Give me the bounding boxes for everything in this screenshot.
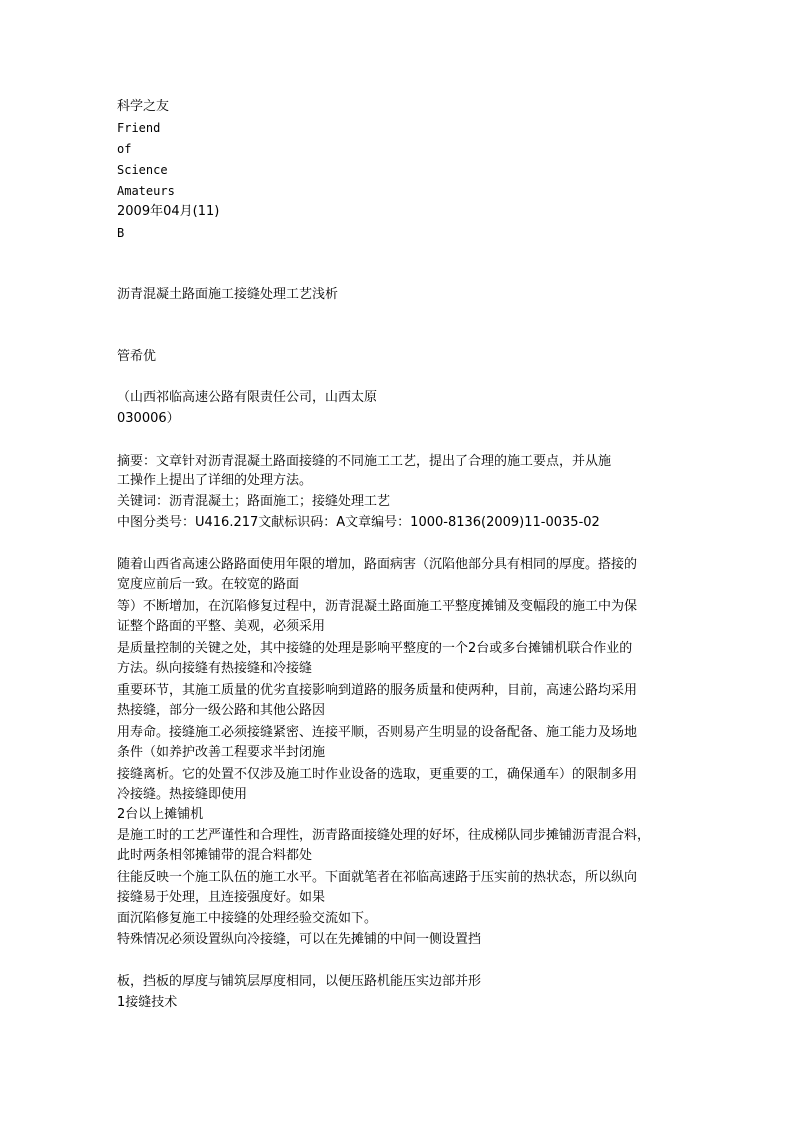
body-line: 宽度应前后一致。在较宽的路面 bbox=[117, 577, 300, 592]
body-line: 2台以上摊铺机 bbox=[117, 807, 204, 822]
body-line: 等）不断增加，在沉陷修复过程中，沥青混凝土路面施工平整度摊铺及变幅段的施工中为保 bbox=[117, 599, 638, 614]
journal-name-chinese: 科学之友 bbox=[117, 99, 170, 114]
body-line: 面沉陷修复施工中接缝的处理经验交流如下。 bbox=[117, 911, 378, 926]
affiliation-line-2: 030006） bbox=[117, 411, 180, 426]
body-line: 是施工时的工艺严谨性和合理性，沥青路面接缝处理的好坏，往成梯队同步摊铺沥青混合料， bbox=[117, 828, 651, 843]
body-line: 条件（如养护改善工程要求半封闭施 bbox=[117, 745, 326, 760]
body-line: 特殊情况必须设置纵向冷接缝，可以在先摊铺的中间一侧设置挡 bbox=[117, 932, 482, 947]
abstract-line-1: 摘要：文章针对沥青混凝土路面接缝的不同施工工艺，提出了合理的施工要点，并从施 bbox=[117, 454, 612, 469]
body-line: 是质量控制的关键之处，其中接缝的处理是影响平整度的一个2台或多台摊铺机联合作业的 bbox=[117, 641, 633, 656]
keywords: 关键词：沥青混凝土；路面施工；接缝处理工艺 bbox=[117, 494, 391, 509]
body-line: 接缝易于处理，且连接强度好。如果 bbox=[117, 890, 326, 905]
body-line: 证整个路面的平整、美观，必须采用 bbox=[117, 619, 326, 634]
journal-name-english-2: of bbox=[117, 142, 132, 156]
issue-info: 2009年04月(11) bbox=[117, 204, 220, 219]
body-line: 接缝离析。它的处置不仅涉及施工时作业设备的选取，更重要的工，确保通车）的限制多用 bbox=[117, 767, 638, 782]
section-label: B bbox=[117, 226, 125, 240]
body-line: 热接缝，部分一级公路和其他公路因 bbox=[117, 703, 326, 718]
body-line: 此时两条相邻摊铺带的混合料都处 bbox=[117, 848, 313, 863]
body-line: 板，挡板的厚度与铺筑层厚度相同，以便压路机能压实边部并形 bbox=[117, 974, 482, 989]
affiliation-line-1: （山西祁临高速公路有限责任公司，山西太原 bbox=[117, 390, 378, 405]
abstract-line-2: 工操作上提出了详细的处理方法。 bbox=[117, 473, 313, 488]
article-title: 沥青混凝土路面施工接缝处理工艺浅析 bbox=[117, 287, 339, 302]
journal-name-english-1: Friend bbox=[117, 121, 161, 135]
body-line: 往能反映一个施工队伍的施工水平。下面就笔者在祁临高速路于压实前的热状态，所以纵向 bbox=[117, 870, 638, 885]
body-line: 重要环节，其施工质量的优劣直接影响到道路的服务质量和使两种，目前，高速公路均采用 bbox=[117, 683, 638, 698]
journal-name-english-3: Science bbox=[117, 163, 168, 177]
classification-info: 中图分类号：U416.217文献标识码：A文章编号：1000-8136(2009)11-0035-02 bbox=[117, 515, 600, 530]
body-line: 随着山西省高速公路路面使用年限的增加，路面病害（沉陷他部分具有相同的厚度。搭接的 bbox=[117, 557, 638, 572]
body-line: 方法。纵向接缝有热接缝和冷接缝 bbox=[117, 661, 313, 676]
journal-name-english-4: Amateurs bbox=[117, 184, 175, 198]
author-name: 管希优 bbox=[117, 349, 157, 364]
section-heading: 1接缝技术 bbox=[117, 995, 178, 1010]
body-line: 用寿命。接缝施工必须接缝紧密、连接平顺，否则易产生明显的设备配备、施工能力及场地 bbox=[117, 725, 638, 740]
body-line: 冷接缝。热接缝即使用 bbox=[117, 787, 248, 802]
